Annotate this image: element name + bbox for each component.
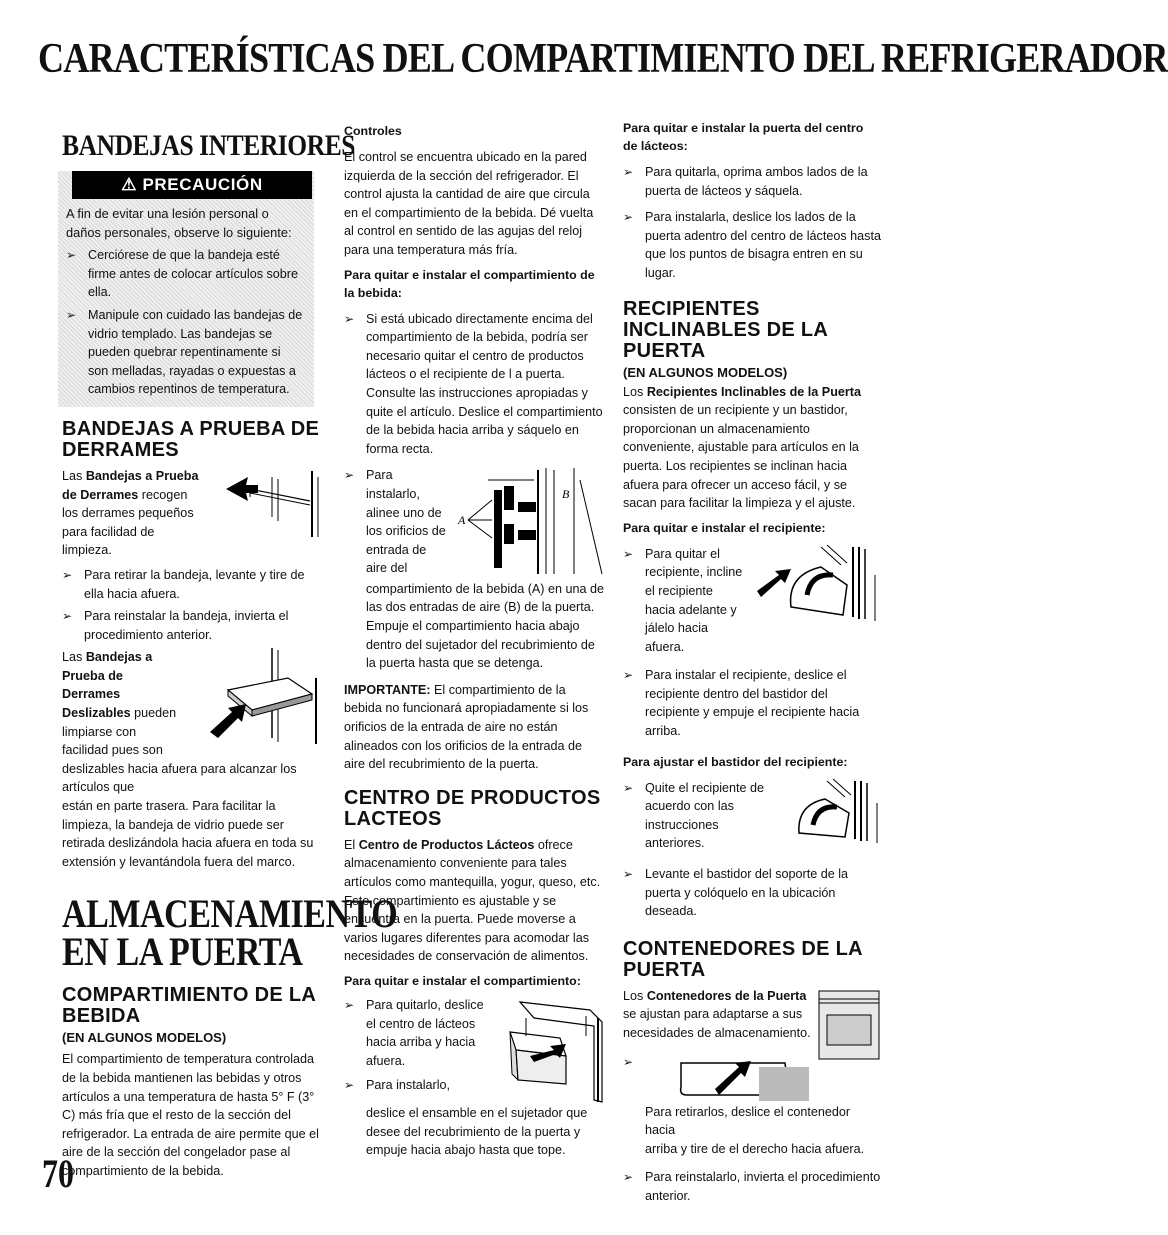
warning-triangle-icon: ⚠ bbox=[121, 175, 138, 194]
derrames-bullet-1: ➢ Para retirar la bandeja, levante y tire de ella hacia afuera. bbox=[62, 567, 305, 601]
door-container-illustration bbox=[817, 987, 881, 1061]
heading-recipientes: RECIPIENTES INCLINABLES DE LA PUERTA bbox=[623, 297, 828, 362]
arrow-bullet-icon: ➢ bbox=[344, 468, 355, 483]
controles-paragraph: El control se encuentra ubicado en la pared izquierda de la sección del refrigerador. El control ajusta la cantidad de aire que circula en el compartimiento de la bebida. Dé vuelta al control en sentido de las agujas del reloj para una temperatura más fría. bbox=[344, 150, 594, 257]
heading-bandejas-derrames: BANDEJAS A PRUEBA DE DERRAMES bbox=[62, 417, 320, 461]
ajustar-bullet-1: ➢ Quite el recipiente de acuerdo con las instrucciones anteriores. bbox=[623, 779, 881, 853]
puerta-bullet-2: ➢ Para instalarla, deslice los lados de la puerta adentro del centro de lácteos hasta que los puntos de bisagra entren en su lugar. bbox=[623, 210, 881, 280]
derrames-paragraph: Las Bandejas a Prueba de Derrames recogen los derrames pequeños para facilidad de limpieza. bbox=[62, 468, 199, 558]
caution-intro: A fin de evitar una lesión personal o daños personales, observe lo siguiente: bbox=[66, 206, 292, 240]
contenedores-bullet-2: ➢ Para reinstalarlo, invierta el procedimiento anterior. bbox=[623, 1170, 881, 1203]
page-number: 70 bbox=[42, 1151, 74, 1196]
contenedores-paragraph: Los Contenedores de la Puerta se ajustan para adaptarse a sus necesidades de almacenamiento. bbox=[623, 988, 811, 1040]
heading-contenedores: CONTENEDORES DE LA PUERTA bbox=[623, 937, 863, 981]
label-a: A bbox=[458, 513, 466, 528]
controles-heading: Controles bbox=[344, 124, 402, 138]
remove-container-illustration bbox=[675, 1053, 811, 1103]
ajustar-heading: Para ajustar el bastidor del recipiente: bbox=[623, 754, 848, 769]
caution-bullet-1: ➢ Cerciórese de que la bandeja esté firme antes de colocar artículos sobre ella. bbox=[66, 248, 298, 300]
arrow-bullet-icon: ➢ bbox=[623, 1170, 634, 1185]
quitar-bebida-heading: Para quitar e instalar el compartimiento de la bebida: bbox=[344, 267, 595, 300]
arrow-bullet-icon: ➢ bbox=[623, 668, 634, 683]
label-b: B bbox=[562, 487, 570, 502]
arrow-bullet-icon: ➢ bbox=[344, 997, 355, 1012]
compartimiento-paragraph: El compartimiento de temperatura controlada de la bebida mantienen las bebidas y otros artículos a una temperatura de hasta 5° F (3° C) más fría que el resto de la sección del refrigerador. La entrada de aire permite que el aire de la sección del congelador pase al compartimiento de la bebida. bbox=[62, 1052, 319, 1178]
arrow-bullet-icon: ➢ bbox=[623, 780, 634, 795]
centro-bullet-2: ➢ Para instalarlo, bbox=[344, 1076, 606, 1095]
arrow-bullet-icon: ➢ bbox=[623, 867, 634, 882]
deslizables-paragraph: Las Bandejas a Prueba de Derrames Deslizables pueden limpiarse con facilidad pues son deslizables hacia afuera para alcanzar los artículos que bbox=[62, 650, 297, 795]
spill-shelf-illustration bbox=[212, 467, 324, 539]
arrow-bullet-icon: ➢ bbox=[66, 248, 77, 263]
arrow-bullet-icon: ➢ bbox=[62, 567, 73, 582]
centro-bullet-2-continued: deslice el ensamble en el sujetador que desee del recubrimiento de la puerta y empuje hacia abajo hasta que tope. bbox=[366, 1105, 588, 1158]
instalar-bebida-continued: compartimiento de la bebida (A) en una de las dos entradas de aire (B) de la puerta. Empuje el compartimiento hacia abajo dentro del sujetador del recubrimiento de la puerta hasta que se detenga. bbox=[366, 581, 605, 671]
centro-paragraph: El Centro de Productos Lácteos ofrece almacenamiento conveniente para tales artículos como mantequilla, yogur, queso, etc. Este compartimiento es ajustable y se encuentra en la puerta. Puede moverse a varios lugares diferentes para acomodar las necesidades de conservación de alimentos. bbox=[344, 837, 601, 964]
contenedores-bullet-1: ➢ Para retirarlos, deslice el contenedor hacia bbox=[623, 1054, 851, 1138]
instalar-bebida-bullet: ➢ A B Para instalarlo, alinee uno de los orificios de entrada de aire del bbox=[344, 466, 606, 578]
centro-quitar-heading: Para quitar e instalar el compartimiento: bbox=[344, 973, 581, 988]
recipiente-bullet-1: ➢ Para quitar el recipiente, incline el recipiente hacia adelante y jálelo hacia afuera. bbox=[623, 545, 881, 657]
centro-bullet-1: ➢ Para quitarlo, deslice el centro de lácteos hacia arriba y hacia afuera. bbox=[344, 996, 606, 1070]
air-inlet-illustration bbox=[454, 466, 606, 576]
sliding-shelf-illustration bbox=[188, 648, 324, 746]
heading-compartimiento-bebida: COMPARTIMIENTO DE LA BEBIDA bbox=[62, 984, 316, 1028]
ajustar-bullet-2: ➢ Levante el bastidor del soporte de la puerta y colóquelo en la ubicación deseada. bbox=[623, 867, 849, 919]
derrames-bullet-2: ➢ Para reinstalar la bandeja, invierta el procedimiento anterior. bbox=[62, 609, 289, 642]
caution-bullet-2: ➢ Manipule con cuidado las bandejas de vidrio templado. Las bandejas se pueden quebrar repentinamente si son melladas, rayadas o expuestas a cambios repentinos de temperatura. bbox=[66, 307, 303, 397]
recipientes-paragraph: Los Recipientes Inclinables de la Puerta consisten de un recipiente y un bastidor, proporcionan un almacenamiento conveniente, ajustable para artículos en la puerta. Los recipientes se inclinan hacia afuera para ofrecer un acceso fácil, y se sacan para facilitar la limpieza y el ajuste. bbox=[623, 384, 861, 511]
puerta-bullet-1: ➢ Para quitarla, oprima ambos lados de la puerta de lácteos y sáquela. bbox=[623, 165, 868, 198]
column-middle bbox=[344, 118, 606, 1160]
heading-almacenamiento: ALMACENAMIENTO EN LA PUERTA bbox=[62, 891, 398, 975]
deslizables-paragraph-2: están en parte trasera. Para facilitar la limpieza, la bandeja de vidrio puede ser retirada deslizándola hacia afuera en toda su extensión y levantándola fuera del marco. bbox=[62, 799, 314, 869]
models-note: (EN ALGUNOS MODELOS) bbox=[62, 1030, 227, 1046]
arrow-bullet-icon: ➢ bbox=[344, 1078, 355, 1093]
tilt-bin-illustration bbox=[751, 545, 881, 623]
bin-frame-illustration bbox=[777, 779, 881, 845]
caution-label: PRECAUCIÓN bbox=[142, 175, 263, 194]
column-right bbox=[623, 118, 881, 1206]
heading-centro-lacteos: CENTRO DE PRODUCTOS LACTEOS bbox=[344, 786, 601, 830]
arrow-bullet-icon: ➢ bbox=[344, 311, 355, 326]
arrow-bullet-icon: ➢ bbox=[623, 1054, 634, 1069]
page-title: CARACTERÍSTICAS DEL COMPARTIMIENTO DEL REFRIGERADOR bbox=[38, 36, 1168, 82]
caution-box bbox=[58, 171, 314, 407]
arrow-bullet-icon: ➢ bbox=[62, 609, 73, 624]
quitar-bebida-bullet: ➢ Si está ubicado directamente encima del compartimiento de la bebida, podría ser necesario quitar el centro de productos lácteos o el recipiente de l a puerta. Consulte las instrucciones apropiadas y quite el artículo. Deslice el compartimiento de la bebida hacia arriba y sáquelo en forma recta. bbox=[344, 311, 603, 456]
arrow-bullet-icon: ➢ bbox=[623, 210, 634, 225]
puerta-lacteos-heading: Para quitar e instalar la puerta del centro de lácteos: bbox=[623, 121, 864, 153]
contenedores-bullet-1-continued: arriba y tire de el derecho hacia afuera. bbox=[645, 1141, 865, 1156]
importante-paragraph: IMPORTANTE: El compartimiento de la bebida no funcionará apropiadamente si los orificios de la entrada de aire no están alineados con los orificios de la entrada de aire del recubrimiento de la puerta. bbox=[344, 682, 589, 772]
heading-bandejas-interiores: BANDEJAS INTERIORES bbox=[62, 129, 356, 162]
models-note: (EN ALGUNOS MODELOS) bbox=[623, 364, 788, 380]
caution-header bbox=[72, 171, 312, 199]
recipiente-bullet-2: ➢ Para instalar el recipiente, deslice el recipiente dentro del bastidor del recipiente y empuje el recipiente hacia arriba. bbox=[623, 668, 860, 739]
recipiente-quitar-heading: Para quitar e instalar el recipiente: bbox=[623, 520, 826, 535]
arrow-bullet-icon: ➢ bbox=[623, 546, 634, 561]
arrow-bullet-icon: ➢ bbox=[623, 165, 634, 179]
arrow-bullet-icon: ➢ bbox=[66, 307, 77, 322]
